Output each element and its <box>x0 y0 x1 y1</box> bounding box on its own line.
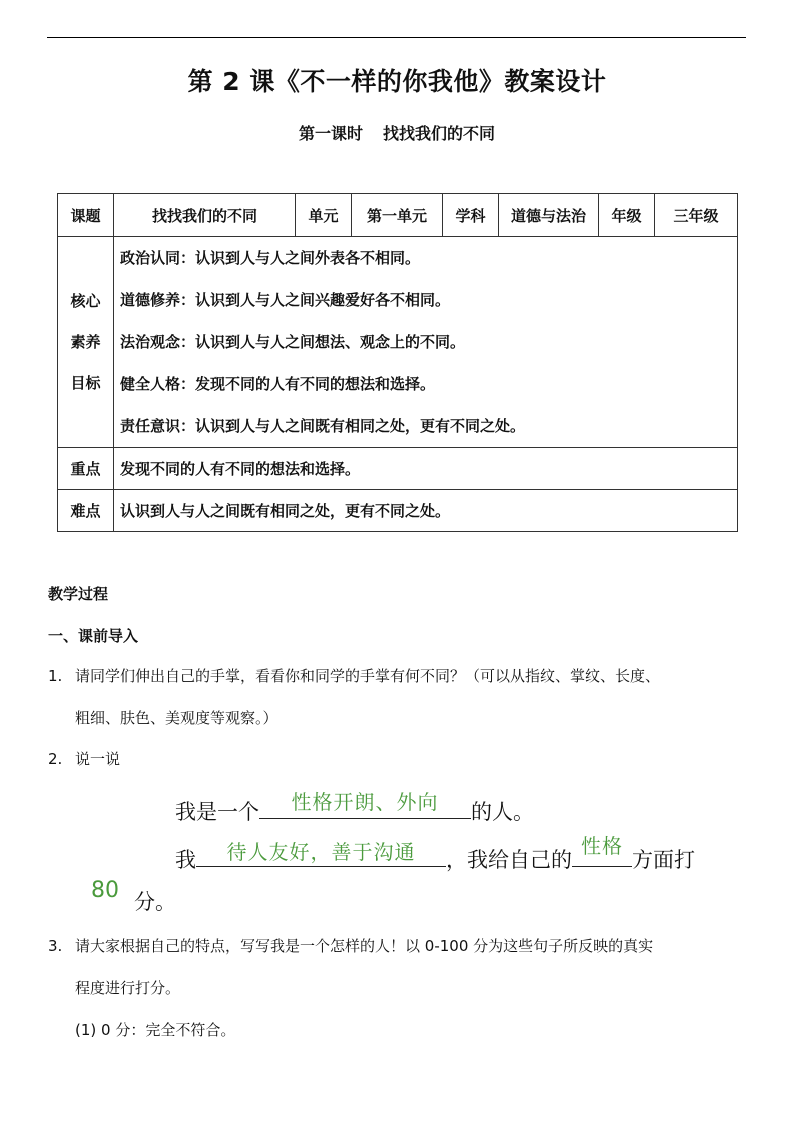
lesson-period: 第一课时 <box>298 124 363 143</box>
table-cell: 年级 <box>599 194 655 237</box>
difficult-point-label: 难点 <box>58 490 114 532</box>
list-item: 政治认同：认识到人与人之间外表各不相同。 <box>120 249 421 267</box>
core-goals-row <box>58 237 738 448</box>
document-subtitle <box>0 121 794 144</box>
answer-blank <box>572 834 632 867</box>
fill-sentence-1: 我是一个 性格开朗、外向 的人。 <box>175 794 534 826</box>
table-cell: 三年级 <box>655 194 738 237</box>
handwritten-answer: 性格 <box>581 834 623 858</box>
core-goals-label: 核心 素养 目标 <box>58 237 114 448</box>
list-item: 3. 请大家根据自己的特点，写写我是一个怎样的人！以 0-100 分为这些句子所反映的真实 程度进行打分。 <box>48 937 654 997</box>
handwritten-answer: 待人友好，善于沟通 <box>226 840 416 864</box>
table-cell: 学科 <box>443 194 499 237</box>
list-item: 道德修养：认识到人与人之间兴趣爱好各不相同。 <box>120 291 451 309</box>
table-header-row <box>58 194 738 237</box>
header-rule <box>47 37 746 38</box>
answer-blank <box>196 842 446 867</box>
core-goals-list <box>114 237 738 448</box>
key-point-text: 发现不同的人有不同的想法和选择。 <box>114 448 738 490</box>
handwritten-score: 80 <box>91 878 119 903</box>
key-point-row <box>58 448 738 490</box>
list-item: 2. 说一说 <box>48 750 121 768</box>
difficult-point-row <box>58 490 738 532</box>
list-item: 法治观念：认识到人与人之间想法、观念上的不同。 <box>120 333 466 351</box>
difficult-point-text: 认识到人与人之间既有相同之处，更有不同之处。 <box>114 490 738 532</box>
lesson-info-table <box>57 193 738 532</box>
handwritten-answer: 性格开朗、外向 <box>291 790 439 814</box>
table-cell: 单元 <box>296 194 352 237</box>
table-cell: 道德与法治 <box>499 194 599 237</box>
list-item: 责任意识：认识到人与人之间既有相同之处，更有不同之处。 <box>120 417 526 435</box>
score-suffix: 分。 <box>134 890 176 914</box>
document-title: 第 2 课《不一样的你我他》教案设计 <box>187 67 607 96</box>
section-heading: 一、课前导入 <box>48 627 139 645</box>
table-cell: 课题 <box>58 194 114 237</box>
lesson-topic: 找找我们的不同 <box>383 124 496 143</box>
table-cell: 找找我们的不同 <box>114 194 296 237</box>
fill-sentence-2: 我 待人友好，善于沟通 ，我给自己的 性格 方面打 <box>175 842 695 874</box>
table-cell: 第一单元 <box>352 194 443 237</box>
key-point-label: 重点 <box>58 448 114 490</box>
teaching-process-heading: 教学过程 <box>48 585 109 603</box>
list-item: 健全人格：发现不同的人有不同的想法和选择。 <box>120 375 436 393</box>
list-item: (1) 0 分：完全不符合。 <box>75 1021 236 1039</box>
list-item: 1. 请同学们伸出自己的手掌，看看你和同学的手掌有何不同？（可以从指纹、掌纹、长度、 粗细、肤色、美观度等观察。） <box>48 667 661 727</box>
